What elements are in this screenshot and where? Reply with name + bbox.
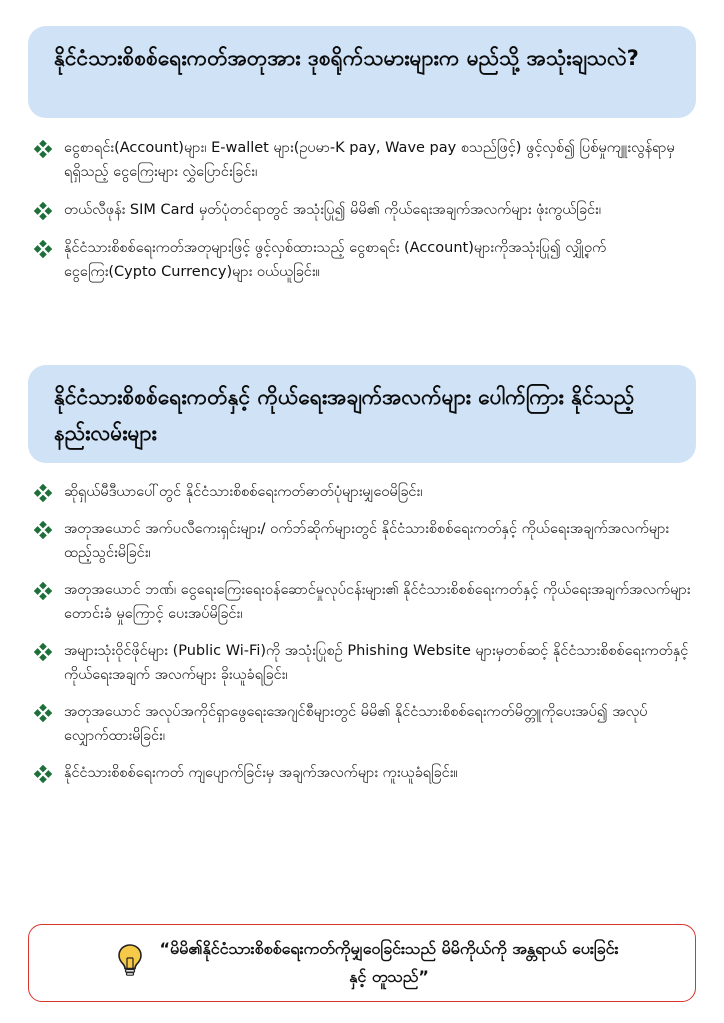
list-item-text: ငွေစာရင်း(Account)များ၊ E-wallet များ(ဥပမာ-K pay, Wave pay စသည်ဖြင့်) ဖွင့်လှစ်၍ ပြစ်မှုကျူးလွန်ရာမှ ရရှိသည့် ငွေကြေးများ လွှဲပြောင်းခြင်း၊ [64,140,675,180]
list-item-text: အတုအယောင် အက်ပလီကေးရှင်းများ/ ဝက်ဘ်ဆိုက်များတွင် နိုင်ငံသားစိစစ်ရေးကတ်နှင့် ကိုယ်ရေးအချက်အလက်များ ထည့်သွင်းမိခြင်း၊ [64,521,670,561]
list-item-text: တယ်လီဖုန်း SIM Card မှတ်ပုံတင်ရာတွင် အသုံးပြု၍ မိမိ၏ ကိုယ်ရေးအချက်အလက်များ ဖုံးကွယ်ခြင်း၊ [64,202,602,218]
quote-text: “မိမိ၏နိုင်ငံသားစိစစ်ရေးကတ်ကိုမျှဝေခြင်းသည် မိမိကိုယ်ကို အန္တရာယ် ပေးခြင်းနှင့် တူသည်” [159,939,619,986]
list-item [34,761,694,785]
section-2-list [34,480,694,798]
diamond-bullet-icon [34,582,52,600]
quote-box [28,924,696,1002]
list-item [34,578,694,626]
diamond-bullet-icon [34,202,52,220]
diamond-bullet-icon [34,140,52,158]
section-1-list [34,136,694,298]
list-item-text: နိုင်ငံသားစိစစ်ရေးကတ် ကျပျောက်ခြင်းမှ အချက်အလက်များ ကူးယူခံရခြင်း။ [64,765,458,781]
list-item-text: နိုင်ငံသားစိစစ်ရေးကတ်အတုများဖြင့် ဖွင့်လှစ်ထားသည့် ငွေစာရင်း (Account)များကိုအသုံးပြု၍ လျှို့ဝှက်ငွေကြေး(Cypto Currency)များ ဝယ်ယူခြင်း။ [64,240,607,280]
list-item [34,517,694,565]
diamond-bullet-icon [34,765,52,783]
list-item-text: အတုအယောင် ဘဏ်၊ ငွေရေးကြေးရေးဝန်ဆောင်မှုလုပ်ငန်းများ၏ နိုင်ငံသားစိစစ်ရေးကတ်နှင့် ကိုယ်ရေးအချက်အလက်များ တောင်းခံ မှုကြောင့် ပေးအပ်မိခြင်း၊ [64,582,691,622]
section-1-title: နိုင်ငံသားစိစစ်ရေးကတ်အတုအား ဒုစရိုက်သမားများက မည်သို့ အသုံးချသလဲ? [28,26,696,118]
list-item-text: အများသုံးဝိုင်ဖိုင်များ (Public Wi-Fi)ကို အသုံးပြုစဉ် Phishing Website များမှတစ်ဆင့် နိုင်ငံသားစိစစ်ရေးကတ်နှင့် ကိုယ်ရေးအချက် အလက်များ ခိုးယူခံရခြင်း၊ [64,643,689,683]
list-item [34,639,694,687]
list-item [34,480,694,504]
diamond-bullet-icon [34,643,52,661]
list-item [34,700,694,748]
list-item-text: ဆိုရှယ်မီဒီယာပေါ်တွင် နိုင်ငံသားစိစစ်ရေးကတ်ဓာတ်ပုံများမျှဝေမိခြင်း၊ [64,484,423,500]
diamond-bullet-icon [34,240,52,258]
list-item [34,236,694,284]
diamond-bullet-icon [34,704,52,722]
list-item-text: အတုအယောင် အလုပ်အကိုင်ရှာဖွေရေးအေဂျင်စီများတွင် မိမိ၏ နိုင်ငံသားစိစစ်ရေးကတ်မိတ္တူကိုပေးအပ်၍ အလုပ်လျှောက်ထားမိခြင်း၊ [64,704,648,744]
lightbulb-icon [117,943,143,977]
diamond-bullet-icon [34,484,52,502]
list-item [34,136,694,184]
diamond-bullet-icon [34,521,52,539]
section-2-title: နိုင်ငံသားစိစစ်ရေးကတ်နှင့် ကိုယ်ရေးအချက်အလက်များ ပေါက်ကြား နိုင်သည့် နည်းလမ်းများ [28,365,696,463]
list-item [34,198,694,222]
